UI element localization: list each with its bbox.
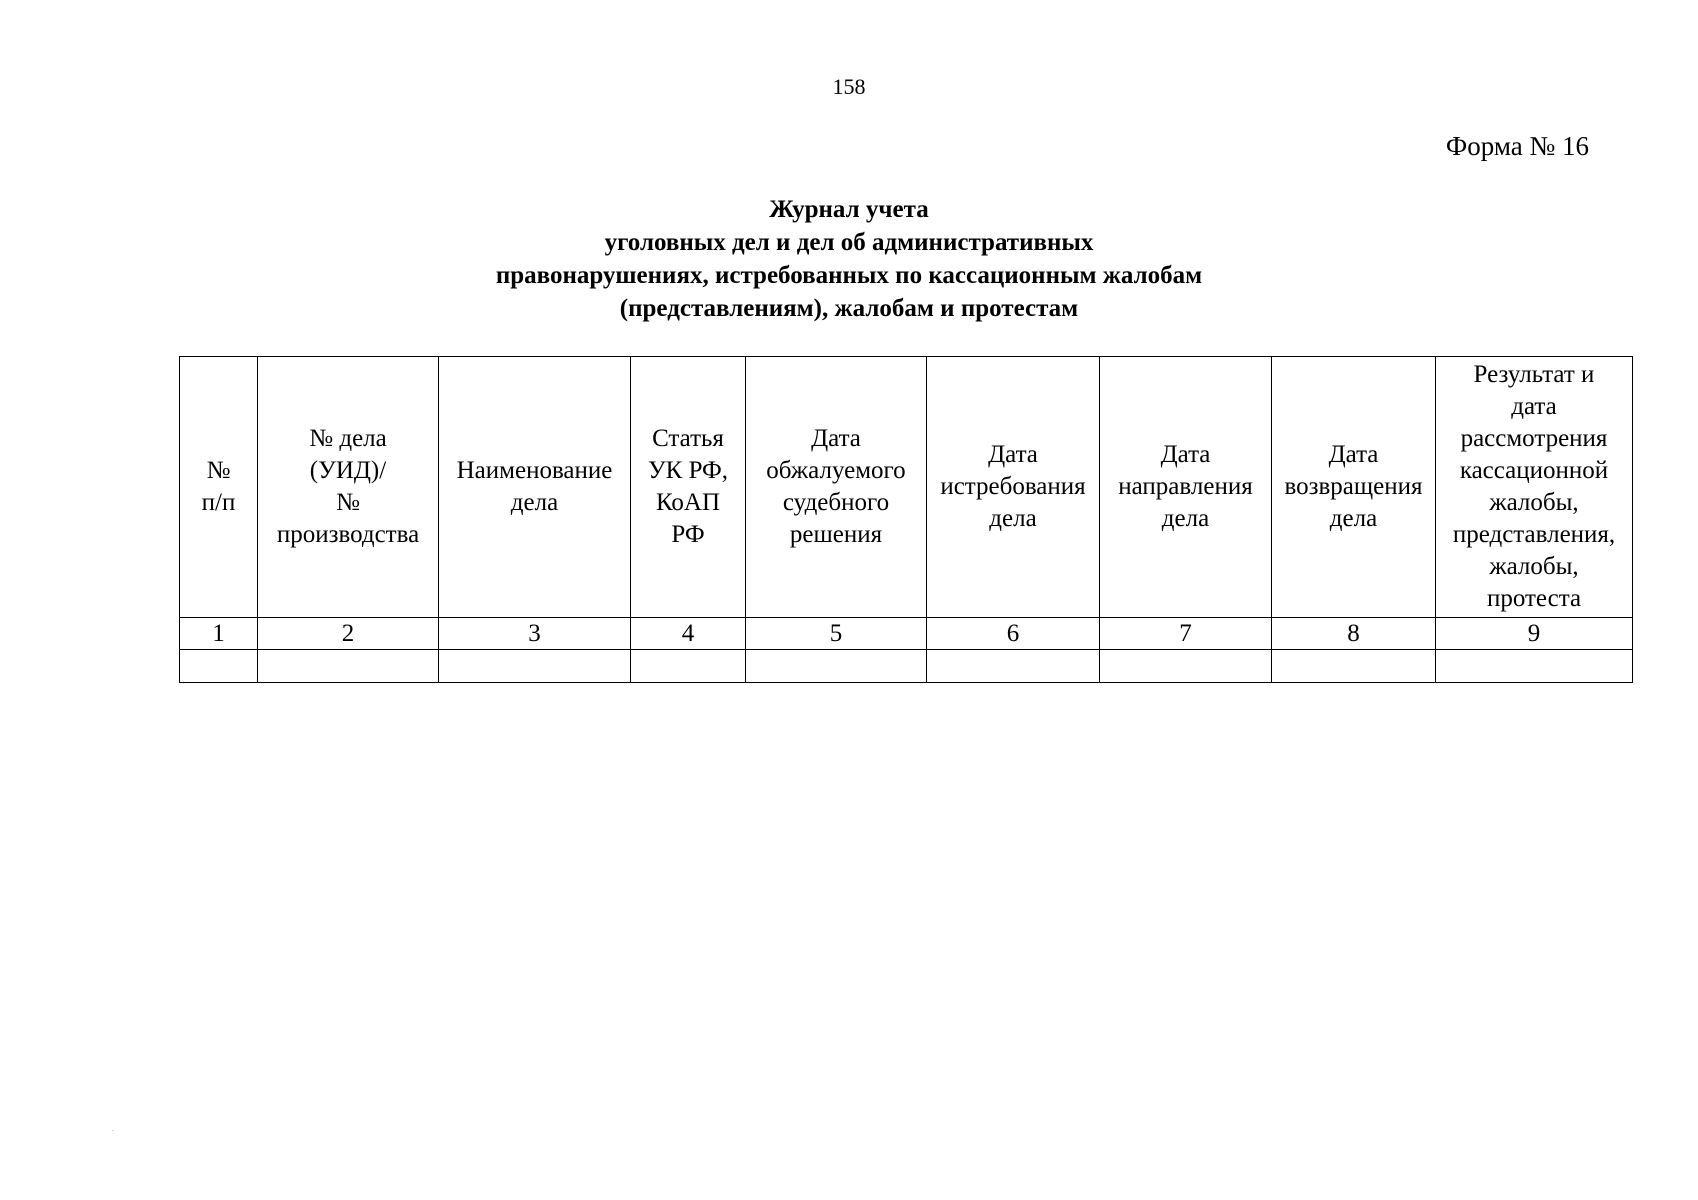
title-line: (представлениям), жалобам и протестам [619,295,1079,322]
column-number: 1 [180,618,258,650]
table-cell [631,650,746,683]
header-line: представления, [1452,521,1616,548]
header-line: дела [1329,505,1378,532]
table-cell [1272,650,1436,683]
column-number-row [180,618,1633,650]
header-line: жалобы, [1489,489,1579,516]
table-cell [1100,650,1272,683]
header-cell-row-number [180,357,258,618]
form-number: Форма № 16 [1445,131,1589,161]
scan-artifact [112,1130,114,1131]
table-cell [1436,650,1633,683]
table-cell [439,650,631,683]
header-cell-request-date [927,357,1100,618]
header-cell-case-name [439,357,631,618]
header-line: рассмотрения [1460,425,1608,452]
table-cell [258,650,439,683]
header-cell-result-and-date [1436,357,1633,618]
header-line: Дата [988,441,1038,468]
header-line: производства [276,521,420,548]
header-line: дела [510,489,559,516]
header-line: дела [989,505,1037,532]
column-number: 8 [1272,618,1436,650]
column-number: 5 [746,618,927,650]
title-line: уголовных дел и дел об административных [604,229,1094,256]
header-cell-dispatch-date [1100,357,1272,618]
header-line: № [336,489,360,516]
journal-table [179,356,1633,683]
header-line: п/п [201,489,236,516]
header-cell-appealed-decision-date [746,357,927,618]
header-line: возвращения [1284,473,1423,500]
column-number: 4 [631,618,746,650]
table-row [180,650,1633,683]
column-number: 3 [439,618,631,650]
column-number: 6 [927,618,1100,650]
header-line: кассационной [1459,457,1609,484]
table-cell [927,650,1100,683]
document-title [0,193,1698,325]
header-row [180,357,1633,618]
header-line: дата [1511,393,1557,420]
column-number: 7 [1100,618,1272,650]
title-line: правонарушениях, истребованных по кассационным жалобам [495,262,1203,289]
header-cell-case-number [258,357,439,618]
header-line: протеста [1486,585,1582,612]
header-line: судебного [782,489,890,516]
header-line: Дата [1160,441,1211,468]
header-line: РФ [671,521,705,548]
header-line: Дата [1328,441,1379,468]
column-number: 9 [1436,618,1633,650]
column-number: 2 [258,618,439,650]
header-line: направления [1118,473,1253,500]
header-line: обжалуемого [766,457,906,484]
header-line: УК РФ, [647,457,729,484]
header-line: Результат и [1473,361,1595,388]
header-line: истребования [940,473,1086,500]
header-line: Наименование [456,457,613,484]
header-line: решения [789,521,883,548]
header-line: Статья [652,425,724,452]
header-line: жалобы, [1489,553,1579,580]
header-line: Дата [811,425,861,452]
table-cell [180,650,258,683]
header-cell-return-date [1272,357,1436,618]
header-cell-article [631,357,746,618]
page-number: 158 [832,74,866,99]
header-line: (УИД)/ [309,457,387,484]
header-line: дела [1161,505,1210,532]
table-cell [746,650,927,683]
header-line: № дела [309,425,387,452]
title-line: Журнал учета [769,196,929,223]
header-line: КоАП [655,489,721,516]
header-line: № [206,457,231,484]
